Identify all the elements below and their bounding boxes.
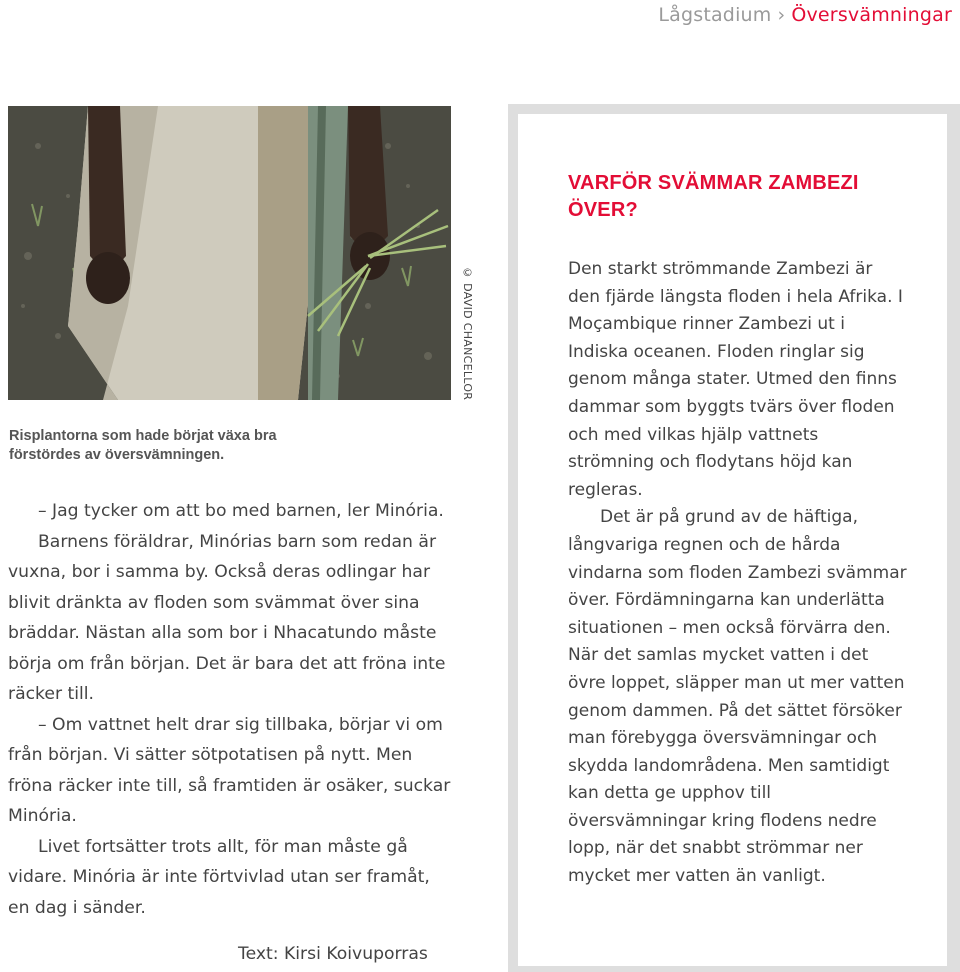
story-paragraph: – Jag tycker om att bo med barnen, ler Minória. — [38, 501, 444, 521]
fact-box-paragraph: Den starkt strömmande Zambezi är den fjärde längsta floden i hela Afrika. I Moçambique rinner Zambezi ut i Indiska oceanen. Floden ringlar sig genom många stater. Utmed den finns dammar som byggts tvärs över floden och med vilkas hjälp vattnets strömning och flodytans höjd kan regleras. — [568, 259, 903, 500]
fact-box-paragraph: Det är på grund av de häftiga, långvariga regnen och de hårda vindarna som floden Zambezi svämmar över. Fördämningarna kan underlätta situationen – men också förvärra den. När det samlas mycket vatten i det övre loppet, släpper man ut mer vatten genom dammen. På det sättet försöker man förebygga översvämningar och skydda landområdena. Men samtidigt kan detta ge upphov till översvämningar kring flodens nedre lopp, när det snabbt strömmar ner mycket mer vatten än vanligt. — [568, 507, 907, 887]
photo-caption: Risplantorna som hade börjat växa bra förstördes av översvämningen. — [9, 428, 277, 463]
fact-box-text — [568, 256, 908, 891]
fact-box-panel — [518, 114, 947, 966]
photo-credit: © DAVID CHANCELLOR — [461, 265, 474, 400]
author-credit: Text: Kirsi Koivuporras — [238, 944, 428, 964]
story-paragraph: – Om vattnet helt drar sig tillbaka, börjar vi om från början. Vi sätter sötpotatisen på nytt. Men fröna räcker inte till, så framtiden är osäker, suckar Minória. — [8, 714, 451, 826]
story-paragraph: Livet fortsätter trots allt, för man måste gå vidare. Minória är inte förtvivlad utan ser framåt, en dag i sänder. — [8, 836, 430, 918]
story-text — [8, 496, 456, 923]
fact-box-title: VARFÖR SVÄMMAR ZAMBEZI ÖVER? — [568, 172, 859, 221]
rice-field-photo — [8, 106, 451, 400]
breadcrumb-separator: › — [777, 4, 786, 26]
fact-box — [508, 104, 960, 972]
breadcrumb — [658, 4, 952, 26]
story-paragraph: Barnens föräldrar, Minórias barn som redan är vuxna, bor i samma by. Också deras odlingar har blivit dränkta av floden som svämmat över sina bräddar. Nästan alla som bor i Nhacatundo måste börja om från början. Det är bara det att fröna inte räcker till. — [8, 531, 446, 704]
breadcrumb-current: Översvämningar — [791, 4, 952, 26]
breadcrumb-root[interactable]: Lågstadium — [658, 4, 772, 26]
